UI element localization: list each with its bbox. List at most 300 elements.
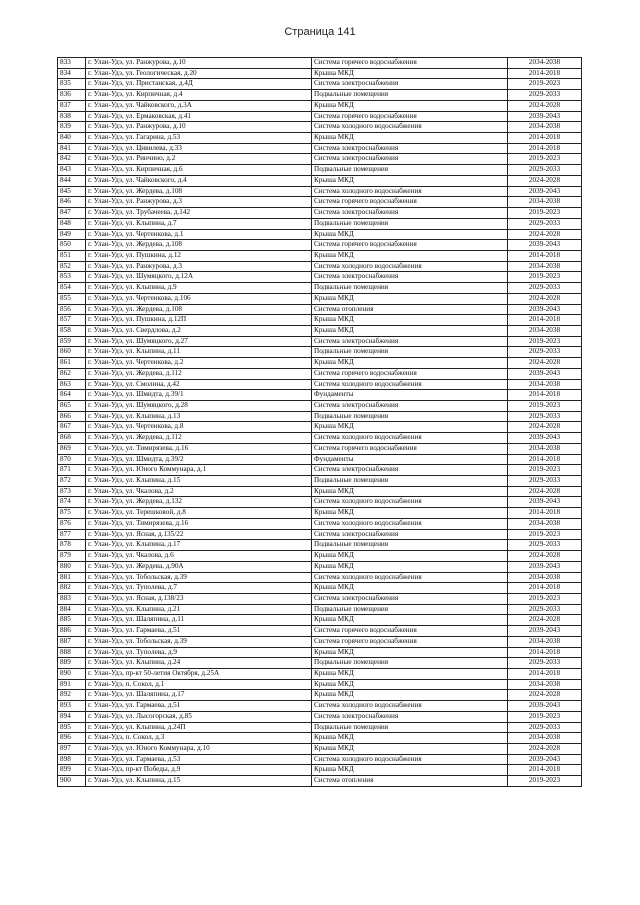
system-cell: Крыша МКД [312,551,508,562]
row-number: 874 [58,497,86,508]
system-cell: Система электроснабжения [312,143,508,154]
table-row [58,229,582,240]
period-cell: 2034-2038 [508,518,582,529]
table-row [58,486,582,497]
table-row [58,411,582,422]
address-cell: г. Улан-Удэ, ул. Жердева, д.132 [86,497,312,508]
system-cell: Крыша МКД [312,647,508,658]
row-number: 834 [58,68,86,79]
address-cell: г. Улан-Удэ, ул. Клыпина, д.21 [86,604,312,615]
row-number: 884 [58,604,86,615]
period-cell: 2024-2028 [508,551,582,562]
period-cell: 2034-2038 [508,122,582,133]
period-cell: 2029-2033 [508,476,582,487]
address-cell: г. Улан-Удэ, ул. Чертенкова, д.106 [86,293,312,304]
period-cell: 2034-2038 [508,572,582,583]
table-row [58,733,582,744]
address-cell: г. Улан-Удэ, ул. Чертенкова, д.1 [86,229,312,240]
row-number: 852 [58,261,86,272]
period-cell: 2034-2038 [508,379,582,390]
address-cell: г. Улан-Удэ, ул. Ринчино, д.2 [86,154,312,165]
address-cell: г. Улан-Удэ, ул. Пристанская, д.4Д [86,79,312,90]
address-cell: г. Улан-Удэ, ул. Шмидта, д.39/2 [86,454,312,465]
address-cell: г. Улан-Удэ, ул. Цивилева, д.33 [86,143,312,154]
row-number: 880 [58,561,86,572]
table-row [58,636,582,647]
address-cell: г. Улан-Удэ, ул. Юного Коммунара, д.10 [86,744,312,755]
table-row [58,615,582,626]
table-row [58,379,582,390]
row-number: 897 [58,744,86,755]
table-row [58,68,582,79]
system-cell: Крыша МКД [312,422,508,433]
table-row [58,336,582,347]
row-number: 882 [58,583,86,594]
row-number: 865 [58,401,86,412]
table-row [58,465,582,476]
table-row [58,679,582,690]
row-number: 843 [58,165,86,176]
system-cell: Крыша МКД [312,358,508,369]
system-cell: Подвальные помещения [312,540,508,551]
period-cell: 2024-2028 [508,486,582,497]
address-cell: г. Улан-Удэ, ул. Клыпина, д.24П [86,722,312,733]
address-cell: г. Улан-Удэ, ул. Тобольская, д.39 [86,636,312,647]
system-cell: Система электроснабжения [312,529,508,540]
address-cell: г. Улан-Удэ, ул. Шаляпина, д.11 [86,615,312,626]
table-row [58,476,582,487]
system-cell: Крыша МКД [312,315,508,326]
table-row [58,154,582,165]
period-cell: 2039-2043 [508,240,582,251]
table-row [58,358,582,369]
period-cell: 2024-2028 [508,615,582,626]
table-row [58,218,582,229]
address-cell: г. Улан-Удэ, п. Сокол, д.3 [86,733,312,744]
page-header: Страница 141 [284,26,356,38]
row-number: 862 [58,368,86,379]
system-cell: Система электроснабжения [312,154,508,165]
system-cell: Подвальные помещения [312,658,508,669]
table-row [58,593,582,604]
period-cell: 2014-2018 [508,647,582,658]
row-number: 900 [58,776,86,787]
row-number: 841 [58,143,86,154]
row-number: 847 [58,208,86,219]
period-cell: 2029-2033 [508,658,582,669]
address-cell: г. Улан-Удэ, ул. Кирпичная, д.4 [86,90,312,101]
period-cell: 2039-2043 [508,701,582,712]
address-cell: г. Улан-Удэ, ул. Клыпина, д.15 [86,776,312,787]
table-row [58,208,582,219]
table-row [58,133,582,144]
address-cell: г. Улан-Удэ, ул. Смолина, д.42 [86,379,312,390]
system-cell: Система холодного водоснабжения [312,754,508,765]
system-cell: Система горячего водоснабжения [312,626,508,637]
system-cell: Подвальные помещения [312,722,508,733]
row-number: 844 [58,175,86,186]
table-row [58,261,582,272]
period-cell: 2019-2023 [508,711,582,722]
table-row [58,186,582,197]
system-cell: Крыша МКД [312,133,508,144]
table-row [58,390,582,401]
row-number: 858 [58,325,86,336]
row-number: 889 [58,658,86,669]
address-cell: г. Улан-Удэ, ул. Чайковского, д.3А [86,100,312,111]
system-cell: Система электроснабжения [312,208,508,219]
system-cell: Система горячего водоснабжения [312,636,508,647]
system-cell: Крыша МКД [312,325,508,336]
address-cell: г. Улан-Удэ, ул. Чкалова, д.2 [86,486,312,497]
system-cell: Подвальные помещения [312,476,508,487]
system-cell: Крыша МКД [312,765,508,776]
period-cell: 2014-2018 [508,583,582,594]
system-cell: Крыша МКД [312,668,508,679]
address-cell: г. Улан-Удэ, ул. Клыпина, д.9 [86,283,312,294]
address-cell: г. Улан-Удэ, ул. Клыпина, д.17 [86,540,312,551]
row-number: 851 [58,250,86,261]
table-row [58,583,582,594]
system-cell: Система холодного водоснабжения [312,261,508,272]
row-number: 868 [58,433,86,444]
system-cell: Подвальные помещения [312,165,508,176]
table-row [58,497,582,508]
period-cell: 2014-2018 [508,315,582,326]
period-cell: 2034-2038 [508,636,582,647]
address-cell: г. Улан-Удэ, ул. Лысогорская, д.85 [86,711,312,722]
row-number: 876 [58,518,86,529]
address-cell: г. Улан-Удэ, ул. Ранжурова, д.10 [86,122,312,133]
period-cell: 2014-2018 [508,668,582,679]
address-cell: г. Улан-Удэ, ул. Туполева, д.7 [86,583,312,594]
system-cell: Система электроснабжения [312,336,508,347]
table-body [58,58,582,787]
period-cell: 2034-2038 [508,261,582,272]
system-cell: Подвальные помещения [312,604,508,615]
table-row [58,626,582,637]
table-row [58,90,582,101]
row-number: 885 [58,615,86,626]
table-row [58,293,582,304]
system-cell: Система горячего водоснабжения [312,240,508,251]
row-number: 857 [58,315,86,326]
period-cell: 2034-2038 [508,679,582,690]
address-cell: г. Улан-Удэ, ул. Клыпина, д.7 [86,218,312,229]
row-number: 867 [58,422,86,433]
period-cell: 2019-2023 [508,401,582,412]
table-row [58,744,582,755]
row-number: 875 [58,508,86,519]
period-cell: 2019-2023 [508,336,582,347]
period-cell: 2039-2043 [508,497,582,508]
address-cell: г. Улан-Удэ, ул. Шаляпина, д.17 [86,690,312,701]
period-cell: 2029-2033 [508,604,582,615]
row-number: 866 [58,411,86,422]
table-row [58,701,582,712]
row-number: 845 [58,186,86,197]
system-cell: Система холодного водоснабжения [312,497,508,508]
system-cell: Подвальные помещения [312,347,508,358]
period-cell: 2029-2033 [508,347,582,358]
period-cell: 2014-2018 [508,133,582,144]
system-cell: Крыша МКД [312,508,508,519]
address-cell: г. Улан-Удэ, ул. Ранжурова, д.3 [86,197,312,208]
period-cell: 2014-2018 [508,454,582,465]
address-cell: г. Улан-Удэ, ул. Шумяцкого, д.12А [86,272,312,283]
address-cell: г. Улан-Удэ, ул. Пушкина, д.12П [86,315,312,326]
address-cell: г. Улан-Удэ, ул. Туполева, д.9 [86,647,312,658]
address-cell: г. Улан-Удэ, ул. Чайковского, д.4 [86,175,312,186]
row-number: 893 [58,701,86,712]
period-cell: 2029-2033 [508,411,582,422]
table-row [58,572,582,583]
system-cell: Система электроснабжения [312,711,508,722]
address-cell: г. Улан-Удэ, ул. Ермаковская, д.41 [86,111,312,122]
row-number: 848 [58,218,86,229]
table-row [58,540,582,551]
row-number: 871 [58,465,86,476]
row-number: 840 [58,133,86,144]
period-cell: 2019-2023 [508,272,582,283]
table-row [58,711,582,722]
row-number: 855 [58,293,86,304]
address-cell: г. Улан-Удэ, ул. Шмидта, д.39/1 [86,390,312,401]
row-number: 839 [58,122,86,133]
system-cell: Система холодного водоснабжения [312,518,508,529]
period-cell: 2029-2033 [508,540,582,551]
row-number: 879 [58,551,86,562]
system-cell: Крыша МКД [312,250,508,261]
address-cell: г. Улан-Удэ, пр-кт Победы, д.9 [86,765,312,776]
period-cell: 2039-2043 [508,111,582,122]
system-cell: Система горячего водоснабжения [312,368,508,379]
address-cell: г. Улан-Удэ, ул. Геологическая, д.20 [86,68,312,79]
row-number: 854 [58,283,86,294]
row-number: 856 [58,304,86,315]
table-row [58,325,582,336]
period-cell: 2034-2038 [508,58,582,69]
address-cell: г. Улан-Удэ, ул. Кирпичная, д.6 [86,165,312,176]
period-cell: 2024-2028 [508,293,582,304]
period-cell: 2039-2043 [508,304,582,315]
address-cell: г. Улан-Удэ, ул. Шумяцкого, д.28 [86,401,312,412]
table-row [58,175,582,186]
table-row [58,722,582,733]
table-row [58,508,582,519]
table-row [58,647,582,658]
address-cell: г. Улан-Удэ, ул. Свердлова, д.2 [86,325,312,336]
system-cell: Крыша МКД [312,583,508,594]
table-row [58,658,582,669]
address-cell: г. Улан-Удэ, ул. Ранжурова, д.10 [86,58,312,69]
address-cell: г. Улан-Удэ, ул. Пушкина, д.12 [86,250,312,261]
row-number: 894 [58,711,86,722]
row-number: 863 [58,379,86,390]
table-row [58,165,582,176]
address-cell: г. Улан-Удэ, ул. Чертенкова, д.2 [86,358,312,369]
table-row [58,551,582,562]
period-cell: 2039-2043 [508,186,582,197]
row-number: 887 [58,636,86,647]
row-number: 872 [58,476,86,487]
system-cell: Система горячего водоснабжения [312,111,508,122]
system-cell: Подвальные помещения [312,411,508,422]
period-cell: 2039-2043 [508,433,582,444]
address-cell: г. Улан-Удэ, ул. Клыпина, д.13 [86,411,312,422]
period-cell: 2019-2023 [508,776,582,787]
system-cell: Система холодного водоснабжения [312,379,508,390]
system-cell: Подвальные помещения [312,283,508,294]
system-cell: Система горячего водоснабжения [312,443,508,454]
address-cell: г. Улан-Удэ, пр-кт 50-летия Октября, д.25А [86,668,312,679]
table-row [58,122,582,133]
row-number: 878 [58,540,86,551]
row-number: 846 [58,197,86,208]
table-row [58,668,582,679]
system-cell: Система электроснабжения [312,79,508,90]
period-cell: 2034-2038 [508,325,582,336]
row-number: 892 [58,690,86,701]
row-number: 891 [58,679,86,690]
system-cell: Фундаменты [312,390,508,401]
table-row [58,283,582,294]
row-number: 886 [58,626,86,637]
period-cell: 2029-2033 [508,165,582,176]
row-number: 842 [58,154,86,165]
period-cell: 2039-2043 [508,561,582,572]
period-cell: 2019-2023 [508,208,582,219]
period-cell: 2024-2028 [508,744,582,755]
period-cell: 2034-2038 [508,443,582,454]
row-number: 898 [58,754,86,765]
address-cell: г. Улан-Удэ, ул. Ясная, д.135/22 [86,529,312,540]
address-cell: г. Улан-Удэ, ул. Ясная, д.138/23 [86,593,312,604]
table-row [58,197,582,208]
address-cell: г. Улан-Удэ, ул. Терешковой, д.8 [86,508,312,519]
period-cell: 2014-2018 [508,250,582,261]
address-cell: г. Улан-Удэ, ул. Клыпина, д.11 [86,347,312,358]
table-row [58,240,582,251]
address-cell: г. Улан-Удэ, ул. Клыпина, д.15 [86,476,312,487]
table-row [58,58,582,69]
table-row [58,79,582,90]
address-cell: г. Улан-Удэ, ул. Жердева, д.108 [86,240,312,251]
row-number: 853 [58,272,86,283]
table-row [58,143,582,154]
address-cell: г. Улан-Удэ, ул. Клыпина, д.24 [86,658,312,669]
row-number: 870 [58,454,86,465]
row-number: 859 [58,336,86,347]
period-cell: 2024-2028 [508,100,582,111]
address-cell: г. Улан-Удэ, ул. Гармаева, д.53 [86,754,312,765]
table-row [58,518,582,529]
period-cell: 2029-2033 [508,218,582,229]
address-cell: г. Улан-Удэ, ул. Жердева, д.112 [86,433,312,444]
period-cell: 2029-2033 [508,722,582,733]
row-number: 873 [58,486,86,497]
system-cell: Система электроснабжения [312,272,508,283]
period-cell: 2029-2033 [508,283,582,294]
period-cell: 2034-2038 [508,733,582,744]
system-cell: Система холодного водоснабжения [312,701,508,712]
address-cell: г. Улан-Удэ, ул. Гармаева, д.51 [86,701,312,712]
row-number: 883 [58,593,86,604]
period-cell: 2019-2023 [508,79,582,90]
table-row [58,401,582,412]
period-cell: 2019-2023 [508,593,582,604]
system-cell: Система отопления [312,304,508,315]
row-number: 837 [58,100,86,111]
system-cell: Крыша МКД [312,679,508,690]
period-cell: 2039-2043 [508,626,582,637]
register-table [57,57,582,787]
system-cell: Система холодного водоснабжения [312,122,508,133]
row-number: 849 [58,229,86,240]
address-cell: г. Улан-Удэ, ул. Жердева, д.108 [86,186,312,197]
system-cell: Крыша МКД [312,561,508,572]
table-row [58,433,582,444]
table-row [58,250,582,261]
table-row [58,111,582,122]
period-cell: 2019-2023 [508,465,582,476]
table-row [58,368,582,379]
address-cell: г. Улан-Удэ, ул. Ранжурова, д.3 [86,261,312,272]
period-cell: 2014-2018 [508,143,582,154]
address-cell: г. Улан-Удэ, ул. Жердева, д.112 [86,368,312,379]
row-number: 864 [58,390,86,401]
system-cell: Подвальные помещения [312,218,508,229]
system-cell: Крыша МКД [312,690,508,701]
period-cell: 2019-2023 [508,154,582,165]
row-number: 861 [58,358,86,369]
period-cell: 2024-2028 [508,358,582,369]
row-number: 838 [58,111,86,122]
system-cell: Система электроснабжения [312,401,508,412]
system-cell: Система горячего водоснабжения [312,197,508,208]
row-number: 890 [58,668,86,679]
address-cell: г. Улан-Удэ, ул. Тимирязева, д.16 [86,518,312,529]
period-cell: 2019-2023 [508,529,582,540]
table-row [58,422,582,433]
system-cell: Крыша МКД [312,68,508,79]
system-cell: Система отопления [312,776,508,787]
address-cell: г. Улан-Удэ, ул. Гармаева, д.51 [86,626,312,637]
period-cell: 2014-2018 [508,765,582,776]
table-row [58,765,582,776]
period-cell: 2029-2033 [508,90,582,101]
period-cell: 2024-2028 [508,690,582,701]
row-number: 896 [58,733,86,744]
row-number: 888 [58,647,86,658]
period-cell: 2039-2043 [508,754,582,765]
period-cell: 2039-2043 [508,368,582,379]
period-cell: 2024-2028 [508,229,582,240]
system-cell: Подвальные помещения [312,90,508,101]
row-number: 877 [58,529,86,540]
table-row [58,304,582,315]
address-cell: г. Улан-Удэ, ул. Жердева, д.90А [86,561,312,572]
system-cell: Фундаменты [312,454,508,465]
address-cell: г. Улан-Удэ, п. Сокол, д.1 [86,679,312,690]
table-row [58,315,582,326]
table-row [58,529,582,540]
system-cell: Система холодного водоснабжения [312,572,508,583]
table-row [58,100,582,111]
row-number: 869 [58,443,86,454]
system-cell: Система электроснабжения [312,593,508,604]
address-cell: г. Улан-Удэ, ул. Тимирязева, д.16 [86,443,312,454]
